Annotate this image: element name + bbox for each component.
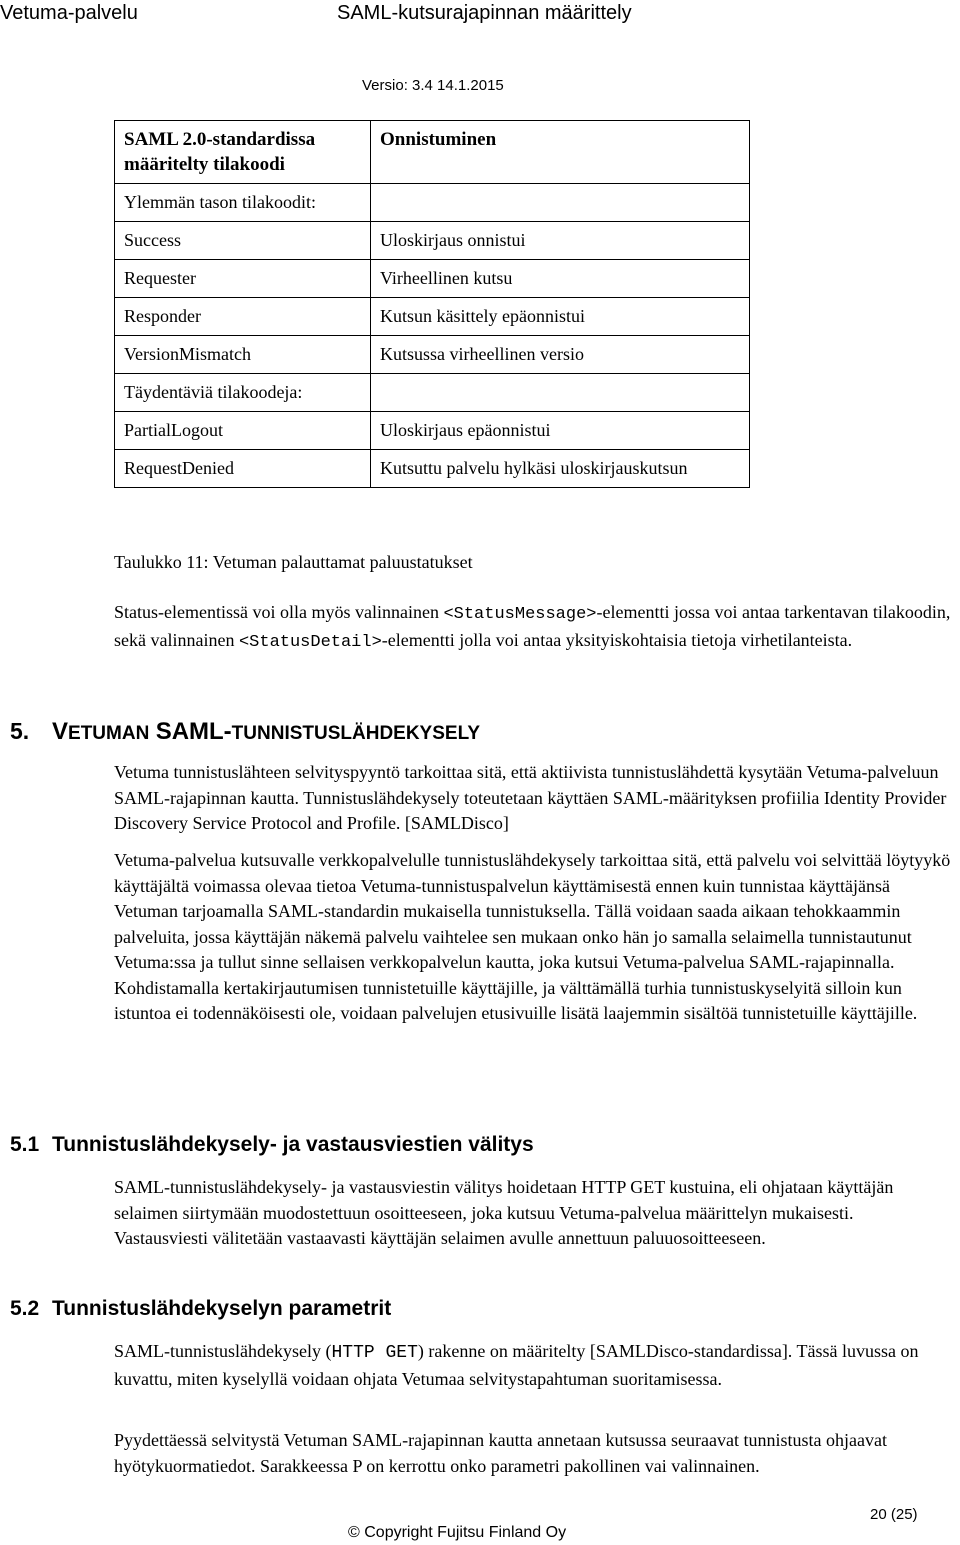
table-row (115, 336, 750, 374)
table-row (115, 450, 750, 488)
code-statusmessage: <StatusMessage> (443, 605, 597, 624)
header-version: Versio: 3.4 14.1.2015 (362, 77, 504, 94)
status-code-cell: VersionMismatch (115, 336, 371, 374)
code-http-get: HTTP GET (331, 1343, 418, 1363)
section-title: Tunnistuslähdekyselyn parametrit (52, 1297, 392, 1320)
status-code-cell: Success (115, 222, 371, 260)
status-code-table (114, 120, 750, 488)
section-number: 5. (10, 718, 30, 744)
text-run: ) rakenne on määritelty [SAMLDisco-standardissa]. Tässä luvussa on kuvattu, miten kyselyllä voidaan ohjata Vetumaa selvitystapahtuman suoritamisessa. (114, 1341, 919, 1389)
status-code-cell: Requester (115, 260, 371, 298)
heading-part: SAML- (155, 718, 232, 745)
status-desc-cell: Virheellinen kutsu (371, 260, 750, 298)
section-5-1-heading (10, 1133, 534, 1157)
section-number: 5.1 (10, 1133, 40, 1156)
status-desc-cell: Kutsussa virheellinen versio (371, 336, 750, 374)
section-title: Tunnistuslähdekysely- ja vastausviestien välitys (52, 1133, 534, 1156)
page-number: 20 (25) (870, 1506, 918, 1523)
status-desc-cell: Kutsuttu palvelu hylkäsi uloskirjauskutsun (371, 450, 750, 488)
section-5-heading (10, 718, 480, 746)
table-cell: Ylemmän tason tilakoodit: (115, 184, 371, 222)
status-paragraph (114, 600, 954, 655)
heading-part: TUNNISTUSLÄHDEKYSELY (231, 723, 481, 744)
table-row (115, 222, 750, 260)
section-5-2-heading (10, 1297, 391, 1321)
header-doc-title: SAML-kutsurajapinnan määrittely (337, 2, 632, 24)
table-cell (371, 184, 750, 222)
table-section-row (115, 374, 750, 412)
col1-heading: SAML 2.0-standardissa määritelty tilakoodi (124, 129, 316, 175)
table-header-cell (115, 121, 371, 184)
heading-part: V (52, 718, 69, 745)
text-run: -elementti jolla voi antaa yksityiskohtaisia tietoja virhetilanteista. (381, 629, 853, 650)
table-row (115, 412, 750, 450)
table-cell (371, 374, 750, 412)
text-run: SAML-tunnistuslähdekysely ( (114, 1341, 332, 1361)
header-doc-name: Vetuma-palvelu (0, 2, 138, 24)
table-section-row (115, 184, 750, 222)
status-code-cell: RequestDenied (115, 450, 371, 488)
status-code-cell: Responder (115, 298, 371, 336)
status-desc-cell: Kutsun käsittely epäonnistui (371, 298, 750, 336)
copyright-notice: © Copyright Fujitsu Finland Oy (348, 1524, 567, 1541)
table-row (115, 298, 750, 336)
code-statusdetail: <StatusDetail> (238, 632, 382, 652)
table-caption: Taulukko 11: Vetuman palauttamat paluustatukset (114, 552, 473, 572)
status-desc-cell: Uloskirjaus epäonnistui (371, 412, 750, 450)
heading-part: ETUMAN (68, 723, 150, 744)
text-run: Status-elementissä voi olla myös valinnainen (114, 602, 444, 622)
table-row (115, 260, 750, 298)
table-header-row (115, 121, 750, 184)
table-header-cell (371, 121, 750, 184)
table-cell: Täydentäviä tilakoodeja: (115, 374, 371, 412)
section-5-paragraph-2: Vetuma-palvelua kutsuvalle verkkopalvelulle tunnistuslähdekysely tarkoittaa sitä, että palvelu voi selvittää löytyykö käyttäjältä voimassa olevaa tietoa Vetuma-tunnistuspalvelun käyttämisestä ennen kuin tunnistaa käyttäjänsä Vetuman tarjoamalla SAML-standardin mukaisella tunnistuksella. Tällä voidaan saada aikaan tehokkaammin palveluita, jossa käyttäjän näkemä palvelu vaihtelee sen mukaan onko hän jo samalla selaimella tunnistautunut Vetuma:ssa ja tullut sinne sellaisen verkkopalvelun kautta, joka kutsui Vetuma-palvelua SAML-rajapinnalla. Kohdistamalla kertakirjautumisen tunnistetuille käyttäjille, ja välttämällä turhia tunnistuskyselyitä silloin kun istuntoa ei todennäköisesti ole, voidaan palvelujen etusivuille lisätä laajemmin sisältöä tunnistetuille käyttäjille. (114, 850, 951, 1023)
status-desc-cell: Uloskirjaus onnistui (371, 222, 750, 260)
text-run: -elementti jossa voi antaa tarkentavan tilakoodin, sekä valinnainen (114, 602, 951, 650)
status-code-cell: PartialLogout (115, 412, 371, 450)
col2-heading: Onnistuminen (380, 129, 497, 150)
section-5-1-paragraph: SAML-tunnistuslähdekysely- ja vastausviestin välitys hoidetaan HTTP GET kustuina, eli ohjataan käyttäjän selaimen siirtymään muodostettuun osoitteeseen, joka kutsuu Vetuma-palvelua määrittelyn mukaisesti. Vastausviesti välitetään vastaavasti käyttäjän selaimen avulle annettuun paluuosoitteeseen. (114, 1177, 894, 1248)
section-number: 5.2 (10, 1297, 40, 1320)
section-5-2-paragraph-2: Pyydettäessä selvitystä Vetuman SAML-rajapinnan kautta annetaan kutsussa seuraavat tunnistusta ohjaavat hyötykuormatiedot. Sarakkeessa P on kerrottu onko parametri pakollinen vai valinnainen. (114, 1430, 887, 1476)
section-5-paragraph-1: Vetuma tunnistuslähteen selvityspyyntö tarkoittaa sitä, että aktiivista tunnistuslähdettä kysytään Vetuma-palveluun SAML-rajapinnan kautta. Tunnistuslähdekysely toteutetaan käyttäen SAML-määrityksen profiilia Identity Provider Discovery Service Protocol and Profile. [SAMLDisco] (114, 762, 947, 833)
section-5-2-paragraph-1 (114, 1339, 944, 1392)
